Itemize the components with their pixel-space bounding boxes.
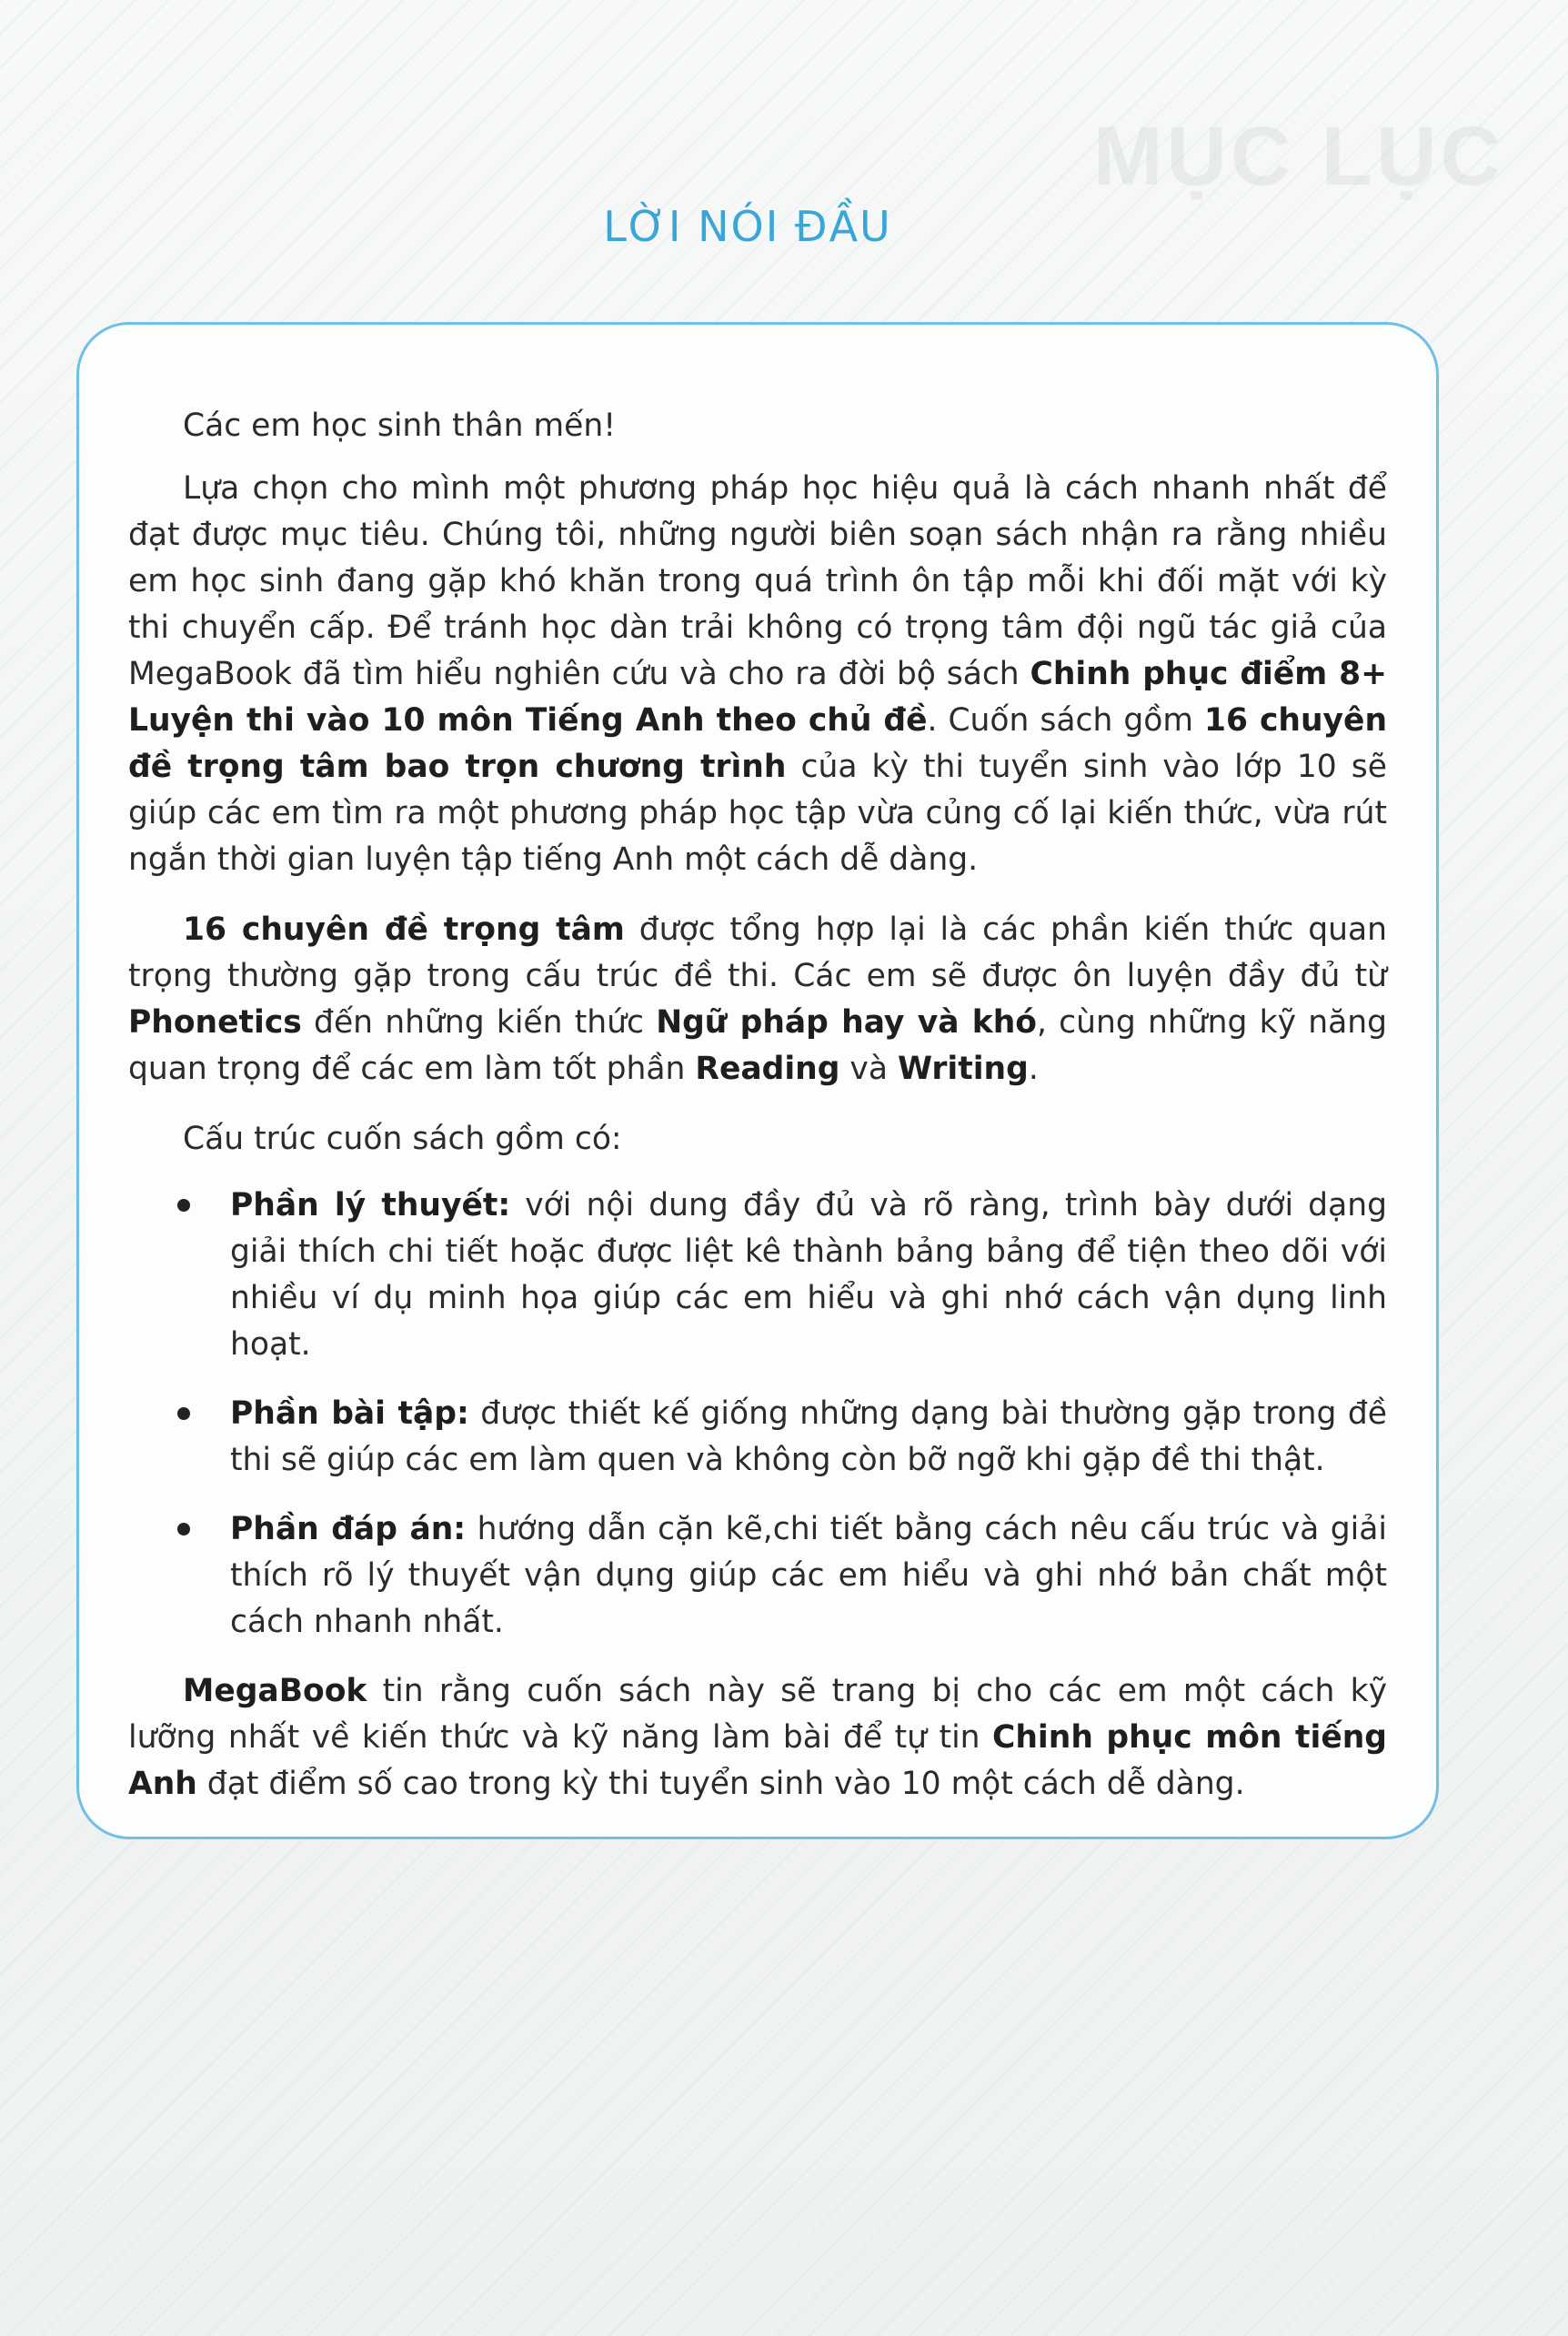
text-run: tin rằng cuốn sách này sẽ trang bị cho các em một cách kỹ lưỡng nhất về kiến thức và kỹ năng làm bài để tự tin: [128, 1673, 1387, 1756]
list-item-label: Phần bài tập:: [230, 1395, 469, 1432]
paragraph-closing: [128, 1668, 1387, 1807]
list-item-label: Phần đáp án:: [230, 1511, 467, 1547]
list-item-exercises: [128, 1391, 1387, 1484]
writing-bold: Writing: [897, 1051, 1029, 1087]
bullet-dot-icon: [177, 1523, 190, 1536]
reading-bold: Reading: [695, 1051, 840, 1087]
phonetics-bold: Phonetics: [128, 1004, 302, 1041]
text-run: . Cuốn sách gồm: [927, 702, 1204, 739]
list-item-answers: [128, 1506, 1387, 1646]
text-run: Lựa chọn cho mình một phương pháp học hiệu quả là cách nhanh nhất để đạt được mục tiêu. Chúng tôi, những người biên soạn sách nhận ra rằng nhiều em học sinh đang gặp khó khăn trong quá trình ôn tập mỗi khi đối mặt với kỳ thi chuyển cấp. Để tránh học dàn trải không có trọng tâm đội ngũ tác giả của MegaBook đã tìm hiểu nghiên cứu và cho ra đời bộ sách: [128, 470, 1387, 692]
list-item-text: hướng dẫn cặn kẽ,chi tiết bằng cách nêu cấu trúc và giải thích rõ lý thuyết vận dụng giúp các em hiểu và ghi nhớ bản chất một cách nhanh nhất.: [230, 1511, 1387, 1640]
goal-bold: Chinh phục môn tiếng Anh: [128, 1719, 1387, 1802]
list-item-label: Phần lý thuyết:: [230, 1187, 511, 1223]
preface-frame: [76, 322, 1439, 1839]
bullet-dot-icon: [177, 1199, 190, 1212]
structure-list: [128, 1183, 1387, 1646]
text-run: được tổng hợp lại là các phần kiến thức quan trọng thường gặp trong cấu trúc đề thi. Các em sẽ được ôn luyện đầy đủ từ: [128, 911, 1387, 994]
paragraph-topics: [128, 907, 1387, 1092]
bullet-dot-icon: [177, 1407, 190, 1420]
topics-bold: 16 chuyên đề trọng tâm bao trọn chương trình: [128, 702, 1388, 785]
text-run: của kỳ thi tuyển sinh vào lớp 10 sẽ giúp các em tìm ra một phương pháp học tập vừa củng cố lại kiến thức, vừa rút ngắn thời gian luyện tập tiếng Anh một cách dễ dàng.: [128, 749, 1388, 878]
grammar-bold: Ngữ pháp hay và khó: [656, 1004, 1037, 1041]
topics-count-bold: 16 chuyên đề trọng tâm: [183, 911, 625, 948]
publisher-bold: MegaBook: [183, 1673, 367, 1709]
list-item-text: được thiết kế giống những dạng bài thường gặp trong đề thi sẽ giúp các em làm quen và không còn bỡ ngỡ khi gặp đề thi thật.: [230, 1395, 1387, 1478]
text-run: , cùng những kỹ năng quan trọng để các em làm tốt phần: [128, 1004, 1388, 1087]
text-run: .: [1028, 1051, 1039, 1087]
page-title: LỜI NÓI ĐẦU: [603, 202, 892, 251]
text-run: và: [839, 1051, 898, 1087]
paragraph-intro: [128, 466, 1387, 883]
text-run: đến những kiến thức: [301, 1004, 657, 1041]
list-item-theory: [128, 1183, 1387, 1368]
book-title-bold: Chinh phục điểm 8+ Luyện thi vào 10 môn Tiếng Anh theo chủ đề: [128, 656, 1387, 739]
text-run: đạt điểm số cao trong kỳ thi tuyển sinh vào 10 một cách dễ dàng.: [196, 1766, 1245, 1802]
structure-intro: Cấu trúc cuốn sách gồm có:: [183, 1121, 622, 1157]
greeting: Các em học sinh thân mến!: [183, 408, 617, 444]
list-item-text: với nội dung đầy đủ và rõ ràng, trình bày dưới dạng giải thích chi tiết hoặc được liệt kê thành bảng bảng để tiện theo dõi với nhiều ví dụ minh họa giúp các em hiểu và ghi nhớ cách vận dụng linh hoạt.: [230, 1187, 1387, 1363]
background-heading-ghost: MỤC LỤC: [1092, 110, 1504, 203]
